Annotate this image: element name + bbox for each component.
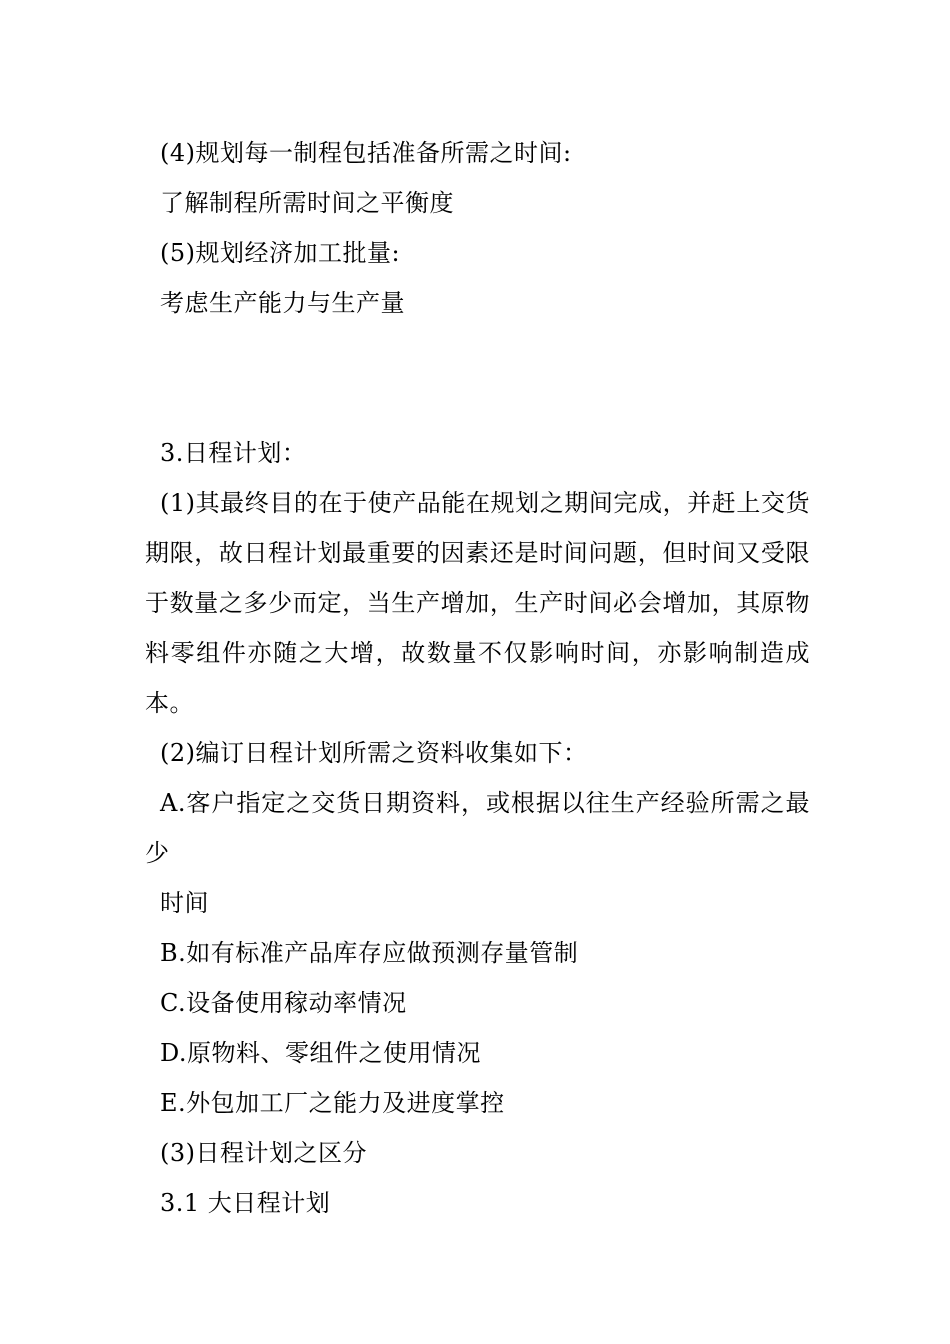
document-body	[145, 128, 810, 1228]
text-line: 了解制程所需时间之平衡度	[160, 189, 454, 217]
list-item: C.设备使用稼动率情况	[160, 989, 407, 1017]
list-item: D.原物料、零组件之使用情况	[160, 1039, 482, 1067]
text-line: 考虑生产能力与生产量	[160, 289, 405, 317]
list-item-continuation: 时间	[160, 889, 209, 917]
text-line: (5)规划经济加工批量:	[160, 239, 401, 267]
section-heading: 3.日程计划：	[160, 439, 307, 467]
list-item: A.客户指定之交货日期资料，或根据以往生产经验所需之最少	[145, 789, 810, 867]
list-item: B.如有标准产品库存应做预测存量管制	[160, 939, 579, 967]
list-item: E.外包加工厂之能力及进度掌控	[160, 1089, 505, 1117]
text-line: (4)规划每一制程包括准备所需之时间:	[160, 139, 572, 167]
blank-gap	[145, 328, 810, 428]
text-line: (2)编订日程计划所需之资料收集如下：	[160, 739, 588, 767]
text-line: (3)日程计划之区分	[160, 1139, 367, 1167]
paragraph: (1)其最终目的在于使产品能在规划之期间完成，并赶上交货期限，故日程计划最重要的因素还是时间问题，但时间又受限于数量之多少而定，当生产增加，生产时间必会增加，其原物料零组件亦随之大增，故数量不仅影响时间，亦影响制造成本。	[145, 489, 810, 717]
subheading: 3.1 大日程计划	[160, 1189, 331, 1217]
